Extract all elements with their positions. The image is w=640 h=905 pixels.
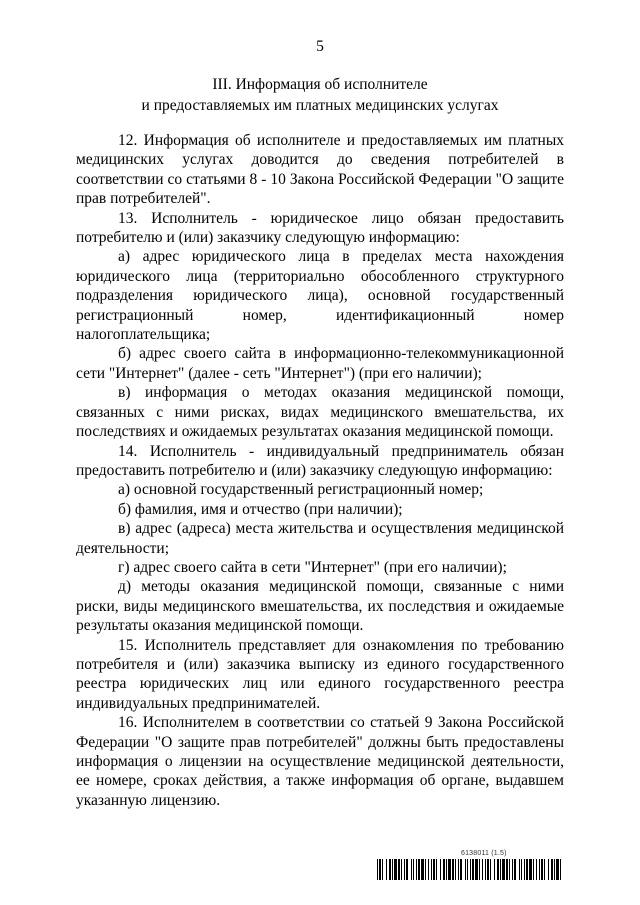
section-heading	[76, 74, 564, 116]
paragraph-13: 13. Исполнитель - юридическое лицо обязан предоставить потребителю и (или) заказчику следующую информацию:	[76, 209, 564, 247]
paragraph-14-a: а) основной государственный регистрационный номер;	[118, 481, 484, 499]
paragraph-14-d: г) адрес своего сайта в сети "Интернет" (при его наличии);	[118, 558, 507, 576]
paragraph-14-e: д) методы оказания медицинской помощи, связанные с ними риски, виды медицинского вмешательства, их последствия и ожидаемые результаты оказания медицинской помощи.	[76, 578, 564, 635]
paragraph-14: 14. Исполнитель - индивидуальный предприниматель обязан предоставить потребителю и (или) заказчику следующую информацию:	[76, 442, 564, 479]
section-title-line-2: и предоставляемых им платных медицинских услугах	[141, 97, 499, 114]
paragraph-16: 16. Исполнителем в соответствии со статьей 9 Закона Российской Федерации "О защите прав потребителей" должны быть предоставлены информация о лицензии на осуществление медицинской деятельности, ее номере, сроках действия, а также информация об органе, выдавшем указанную лицензию.	[76, 714, 564, 809]
paragraph-12: 12. Информация об исполнителе и предоставляемых им платных медицинских услугах доводится до сведения потребителей в соответствии со статьями 8 - 10 Закона Российской Федерации "О защите прав потребителей".	[76, 132, 564, 208]
paragraph-13-c: в) информация о методах оказания медицинской помощи, связанных с ними рисках, видах медицинского вмешательства, их последствиях и ожидаемых результатах оказания медицинской помощи.	[76, 384, 564, 441]
document-code: 6138011 (1.5)	[461, 850, 507, 857]
paragraph-14-c: в) адрес (адреса) места жительства и осуществления медицинской деятельности;	[76, 520, 564, 557]
section-title-line-1: III. Информация об исполнителе	[212, 76, 428, 93]
paragraph-13-b: б) адрес своего сайта в информационно-телекоммуникационной сети "Интернет" (далее - сеть "Интернет") (при его наличии);	[76, 345, 564, 382]
paragraph-13-a: а) адрес юридического лица в пределах места нахождения юридического лица (территориально обособленного структурного подразделения юридического лица), основной государственный регистрационный номер, идентификационный номер налогоплательщика;	[76, 248, 564, 344]
paragraph-15: 15. Исполнитель представляет для ознакомления по требованию потребителя и (или) заказчика выписку из единого государственного реестра юридических лиц или единого государственного реестра индивидуальных предпринимателей.	[76, 636, 564, 712]
document-body	[76, 131, 564, 810]
page-number: 5	[316, 38, 324, 55]
barcode	[377, 859, 561, 880]
paragraph-14-b: б) фамилия, имя и отчество (при наличии);	[118, 500, 403, 518]
